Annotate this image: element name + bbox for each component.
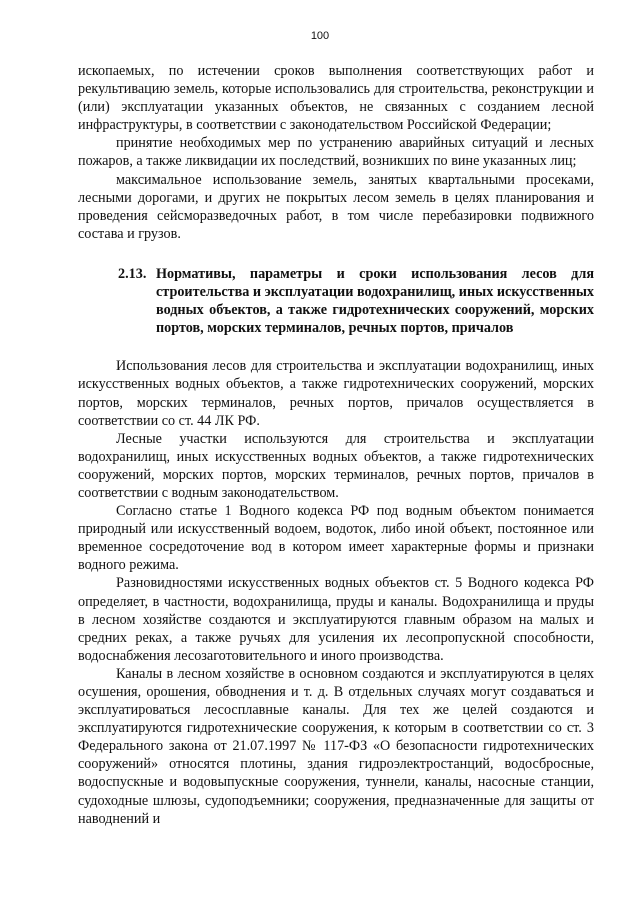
- paragraph: Лесные участки используются для строительства и эксплуатации водохранилищ, иных искусственных водных объектов, а также гидротехнических сооружений, морских портов, морских терминалов, речных портов, причалов в соответствии с водным законодательством.: [78, 430, 594, 501]
- paragraph: Согласно статье 1 Водного кодекса РФ под водным объектом понимается природный или искусственный водоем, водоток, либо иной объект, постоянное или временное сосредоточение вод в котором имеет характерные формы и признаки водного режима.: [78, 503, 594, 574]
- document-body: [78, 62, 594, 828]
- section-heading: [78, 265, 594, 337]
- paragraph: Использования лесов для строительства и эксплуатации водохранилищ, иных искусственных водных объектов, а также гидротехнических сооружений, морских портов, морских терминалов, речных портов, причалов осуществляется в соответствии со ст. 44 ЛК РФ.: [78, 358, 594, 429]
- section-number: 2.13.: [118, 265, 147, 282]
- paragraph: принятие необходимых мер по устранению аварийных ситуаций и лесных пожаров, а также ликвидации их последствий, возникших по вине указанных лиц;: [78, 135, 594, 170]
- paragraph: максимальное использование земель, занятых квартальными просеками, лесными дорогами, и других не покрытых лесом земель в целях планирования и проведения сейсморазведочных работ, в том числе перебазировки подвижного состава и грузов.: [78, 171, 594, 242]
- section-title: Нормативы, параметры и сроки использования лесов для строительства и эксплуатации водохранилищ, иных искусственных водных объектов, а также гидротехнических сооружений, морских портов, морских терминалов, речных портов, причалов: [156, 265, 594, 337]
- paragraph: Каналы в лесном хозяйстве в основном создаются и эксплуатируются в целях осушения, орошения, обводнения и т. д. В отдельных случаях могут создаваться и эксплуатироваться лесосплавные каналы. Для тех же целей создаются и эксплуатируются гидротехнические сооружения, к которым в соответствии со ст. 3 Федерального закона от 21.07.1997 № 117-ФЗ «О безопасности гидротехнических сооружений» относятся плотины, здания гидроэлектростанций, водосбросные, водоспускные и водовыпускные сооружения, туннели, каналы, насосные станции, судоходные шлюзы, судоподъемники; сооружения, предназначенные для защиты от наводнений и: [78, 665, 594, 827]
- page-number: 100: [310, 30, 330, 42]
- paragraph: ископаемых, по истечении сроков выполнения соответствующих работ и рекультивацию земель, которые использовались для строительства, реконструкции и (или) эксплуатации указанных объектов, не связанных с созданием лесной инфраструктуры, в соответствии с законодательством Российской Федерации;: [78, 63, 594, 134]
- paragraph: Разновидностями искусственных водных объектов ст. 5 Водного кодекса РФ определяет, в частности, водохранилища, пруды и каналы. Водохранилища и пруды в лесном хозяйстве создаются и эксплуатируются главным образом на малых и средних реках, а также ручьях для усиления их лесопропускной способности, водоснабжения лесозаготовительного и иного производства.: [78, 575, 594, 664]
